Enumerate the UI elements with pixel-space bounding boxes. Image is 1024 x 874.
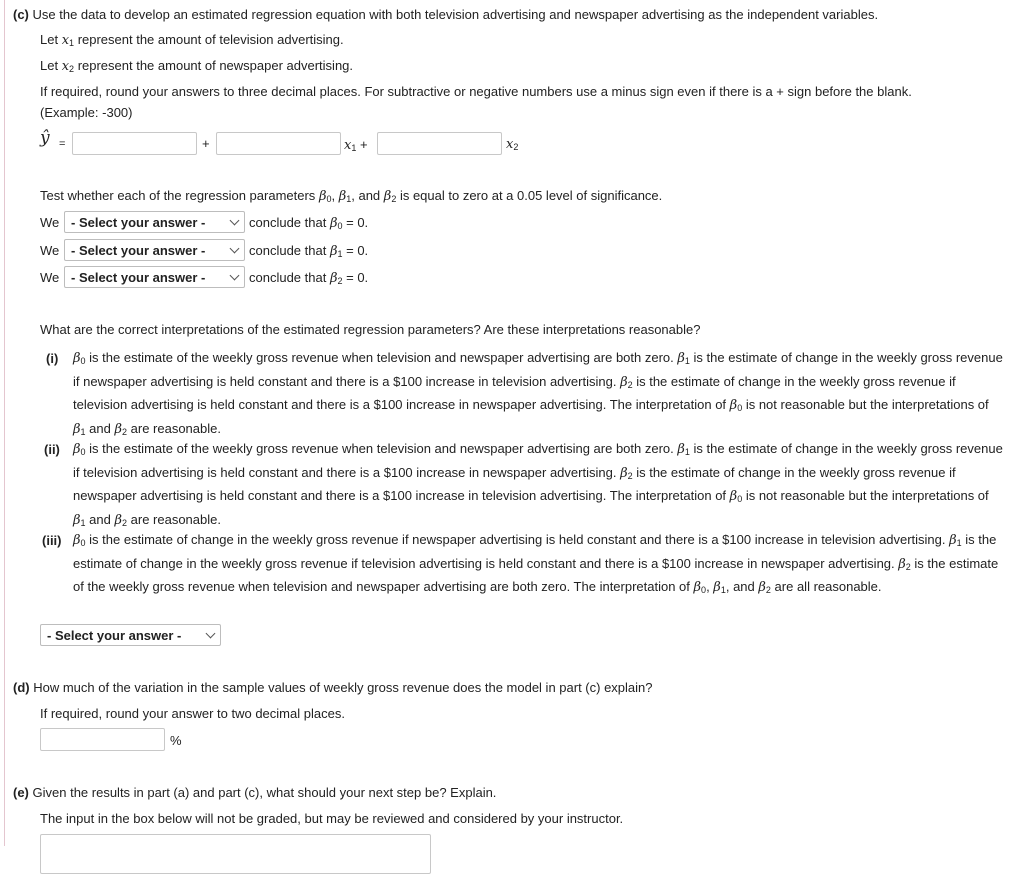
beta: β (318, 189, 327, 204)
subscript: 0 (737, 403, 743, 414)
subscript: 1 (80, 427, 86, 438)
option-text: is the estimate of change in the weekly gross revenue if television advertising is held constant and there is a $100 increase in newspaper advertising. (73, 441, 1003, 480)
and-word: and (358, 188, 381, 203)
option-text: is the estimate of the weekly gross revenue when television and newspaper advertising are both zero. The interpretation of (73, 555, 999, 595)
x-var: x (61, 59, 70, 74)
beta: β (73, 422, 81, 438)
beta: β (677, 442, 685, 457)
x-var: x (344, 138, 352, 153)
beta: β (729, 398, 738, 414)
conclude-text: conclude that (249, 215, 327, 230)
interpretation-select[interactable] (40, 624, 221, 646)
option-numeral: (iii) (42, 533, 62, 548)
beta: β (898, 556, 906, 572)
part-d-question (13, 680, 653, 695)
part-e-question-text: Given the results in part (a) and part (c), what should your next step be? Explain. (32, 785, 497, 800)
equals-sign: = (59, 138, 66, 150)
subscript: 1 (80, 518, 86, 529)
select-value: - Select your answer - (47, 628, 182, 643)
subscript: 0 (701, 585, 707, 596)
part-e-question (13, 785, 496, 800)
beta: β (620, 374, 628, 390)
interpretation-option-iii: β0 is the estimate of change in the weekly gross revenue if newspaper advertising is held constant and there is a $100 increase in television advertising. β1 is the estimate of change in the weekly gross revenue if television advertising is held constant and there is a $100 increase in newspaper advertising. β2 is the estimate of the weekly gross revenue when television and newspaper advertising are both zero. The interpretation of β0, β1, and β2 are all reasonable. (73, 532, 999, 596)
subscript: 2 (122, 427, 128, 438)
we-label: We (40, 243, 60, 258)
subscript: 2 (905, 561, 911, 572)
example-note: (Example: -300) (40, 105, 133, 120)
option-text: are all reasonable. (774, 579, 882, 595)
subscript: 0 (80, 447, 86, 457)
beta: β (383, 189, 392, 204)
equals-zero: = 0. (346, 215, 369, 230)
option-numeral: (ii) (44, 442, 60, 457)
option-text: is the estimate of change in the weekly gross revenue if newspaper advertising is held constant and there is a $100 increase in television advertising. (73, 350, 1003, 389)
and-word: and (89, 512, 111, 528)
subscript: 0 (737, 494, 743, 505)
part-e-label: (e) (13, 785, 29, 800)
beta2-conclusion-select[interactable] (64, 266, 245, 288)
beta: β (114, 513, 122, 529)
chevron-down-icon (206, 629, 216, 639)
test-intro: Test whether each of the regression parameters β0, β1, and β2 is equal to zero at a 0.05 level of significance. (40, 188, 663, 204)
r-squared-input[interactable] (40, 728, 165, 751)
subscript: 1 (351, 143, 357, 153)
conclude-text: conclude that (249, 243, 327, 258)
subscript: 0 (337, 221, 343, 231)
part-c-question (13, 7, 878, 22)
beta: β (73, 513, 81, 529)
beta: β (758, 580, 766, 596)
x2-coefficient-input[interactable] (377, 132, 502, 155)
equals-zero: = 0. (346, 270, 369, 285)
beta: β (73, 442, 81, 457)
select-value: - Select your answer - (71, 270, 206, 285)
test-intro-a: Test whether each of the regression parameters (40, 188, 316, 203)
let-x2-line (40, 58, 353, 74)
option-text: are reasonable. (130, 421, 221, 437)
option-text: and (733, 579, 755, 595)
subscript: 0 (326, 194, 332, 204)
select-value: - Select your answer - (71, 215, 206, 230)
option-text: is the estimate of the weekly gross revenue when television and newspaper advertising are both zero. (89, 441, 674, 456)
next-step-textarea[interactable] (40, 834, 431, 874)
chevron-down-icon (230, 216, 240, 226)
part-e-note: The input in the box below will not be graded, but may be reviewed and considered by your instructor. (40, 811, 624, 826)
x-var: x (61, 33, 70, 48)
beta: β (693, 580, 702, 596)
beta1-conclusion-text (249, 243, 368, 259)
beta: β (949, 533, 957, 548)
x1-term (344, 137, 368, 153)
let-prefix: Let (40, 58, 59, 73)
beta: β (329, 216, 338, 231)
y-hat-symbol: ŷ (40, 128, 50, 148)
beta: β (329, 271, 338, 286)
option-text: is the estimate of change in the weekly gross revenue if television advertising is held constant and there is a $100 increase in newspaper advertising. (73, 532, 997, 571)
subscript: 2 (513, 142, 519, 152)
option-text: is the estimate of change in the weekly gross revenue if newspaper advertising is held constant and there is a $100 increase in television advertising. The interpretation of (73, 464, 956, 504)
chevron-down-icon (230, 244, 240, 254)
subscript: 1 (346, 194, 352, 204)
interpretation-question: What are the correct interpretations of the estimated regression parameters? Are these interpretations reasonable? (40, 322, 701, 337)
select-value: - Select your answer - (71, 243, 206, 258)
subscript: 1 (69, 38, 75, 48)
subscript: 2 (122, 518, 128, 529)
beta: β (73, 351, 81, 366)
option-numeral: (i) (46, 351, 59, 366)
let-x1-text: represent the amount of television advertising. (77, 32, 344, 47)
part-d-question-text: How much of the variation in the sample values of weekly gross revenue does the model in part (c) explain? (33, 680, 653, 695)
chevron-down-icon (230, 271, 240, 281)
and-word: and (89, 421, 111, 437)
beta: β (329, 244, 338, 259)
subscript: 2 (627, 470, 633, 481)
we-label: We (40, 270, 60, 285)
option-text: are reasonable. (130, 512, 221, 528)
let-prefix: Let (40, 32, 59, 47)
equals-zero: = 0. (346, 243, 369, 258)
subscript: 1 (684, 356, 690, 366)
beta2-conclusion-text (249, 270, 368, 286)
plus-sign: + (359, 137, 368, 152)
we-label: We (40, 215, 60, 230)
option-text: is the estimate of change in the weekly gross revenue if newspaper advertising is held constant and there is a $100 increase in television advertising. (89, 532, 946, 547)
part-c-label: (c) (13, 7, 29, 22)
beta0-conclusion-select[interactable] (64, 211, 245, 233)
subscript: 2 (627, 379, 633, 390)
beta1-conclusion-select[interactable] (64, 239, 245, 261)
option-text: is the estimate of change in the weekly gross revenue if television advertising is held constant and there is a $100 increase in newspaper advertising. The interpretation of (73, 373, 956, 413)
beta: β (114, 422, 122, 438)
beta0-conclusion-text (249, 215, 368, 231)
subscript: 2 (69, 64, 75, 74)
beta: β (620, 465, 628, 481)
left-border (4, 0, 5, 846)
beta: β (73, 533, 81, 548)
part-d-label: (d) (13, 680, 30, 695)
option-text: is the estimate of the weekly gross revenue when television and newspaper advertising are both zero. (89, 350, 674, 365)
beta: β (713, 580, 721, 596)
beta: β (338, 189, 347, 204)
subscript: 1 (337, 249, 343, 259)
subscript: 1 (720, 585, 726, 596)
part-c-question-text: Use the data to develop an estimated regression equation with both television advertising and newspaper advertising as the independent variables. (32, 7, 879, 22)
plus-sign: + (202, 136, 210, 151)
test-intro-b: is equal to zero at a 0.05 level of significance. (399, 188, 663, 203)
let-x1-line (40, 32, 344, 48)
option-text: is not reasonable but the interpretations of (745, 397, 989, 413)
percent-sign: % (170, 733, 182, 748)
let-x2-text: represent the amount of newspaper advertising. (77, 58, 354, 73)
part-d-rounding-note: If required, round your answer to two decimal places. (40, 706, 345, 721)
beta: β (729, 489, 738, 505)
subscript: 2 (765, 585, 771, 596)
subscript: 0 (80, 356, 86, 366)
option-text: is not reasonable but the interpretations of (745, 488, 989, 504)
x2-term (506, 137, 518, 152)
subscript: 1 (684, 447, 690, 457)
conclude-text: conclude that (249, 270, 327, 285)
interpretation-option-ii (73, 438, 1003, 533)
rounding-note: If required, round your answers to three decimal places. For subtractive or negative numbers use a minus sign even if there is a + sign before the blank. (40, 84, 912, 99)
subscript: 1 (956, 538, 962, 548)
interpretation-option-i (73, 347, 1003, 442)
x-var: x (506, 137, 514, 152)
x1-coefficient-input[interactable] (216, 132, 341, 155)
beta: β (677, 351, 685, 366)
intercept-input[interactable] (72, 132, 197, 155)
subscript: 2 (337, 276, 343, 286)
subscript: 0 (80, 538, 86, 548)
subscript: 2 (391, 194, 397, 204)
